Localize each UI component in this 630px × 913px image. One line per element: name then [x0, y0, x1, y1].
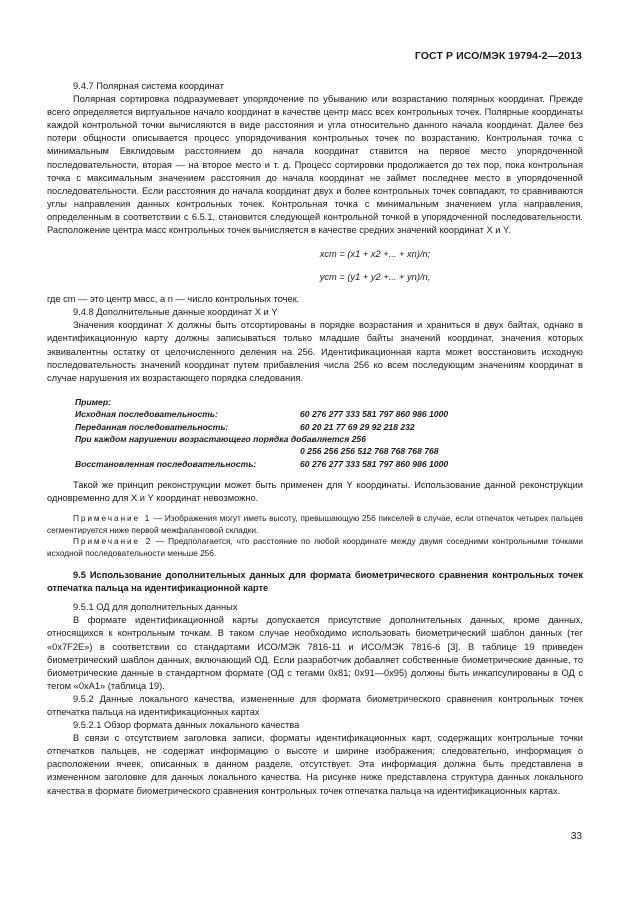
document-header: ГОСТ Р ИСО/МЭК 19794-2—2013	[414, 50, 582, 62]
note-2	[47, 536, 583, 559]
notes-block	[47, 513, 583, 559]
note-text: — Изображения могут иметь высоту, превышающую 256 пикселей в случае, если отпечаток четырех пальцев сегментируется ниже первой межфаланговой складки.	[47, 513, 584, 535]
example-title: Пример:	[75, 396, 111, 407]
example-row	[75, 458, 583, 470]
paragraph-9-5-2: 9.5.2 Данные локального качества, измененные для формата биометрического сравнения контрольных точек отпечатка пальца на идентификационных картах	[47, 693, 583, 717]
example-row-label: При каждом нарушении возрастающего порядка добавляется 256	[75, 434, 366, 444]
example-row-label: Переданная последовательность:	[75, 421, 229, 432]
example-block	[75, 396, 583, 470]
paragraph-xy-coords: Значения координат X должны быть отсортированы в порядке возрастания и храниться в двух байтах, однако в идентификационную карту должны записываться только младшие байты значений координат, значения которых эквивалентны остатку от целочисленного деления на 256. Идентификационная карта может восстановить исходную последовательность значений координат путем прибавления числа 256 ко всем последующим значениям координат в случае нарушения их возрастающего порядка следования.	[47, 320, 583, 383]
paragraph-where: где cm — это центр масс, а n — число контрольных точек.	[47, 294, 300, 305]
section-heading-9-5-1: 9.5.1 ОД для дополнительных данных	[73, 602, 238, 613]
document-body	[47, 80, 583, 798]
note-label: Примечание 1	[73, 513, 152, 524]
note-text: — Предполагается, что расстояние по любой координате между двумя соседними контрольными точками исходной последовательности меньше 256.	[47, 536, 583, 558]
example-row-label: Восстановленная последовательность:	[75, 458, 257, 469]
example-row	[75, 433, 583, 445]
example-row	[75, 408, 583, 420]
section-heading-9-5-2-1: 9.5.2.1 Обзор формата данных локального качества	[73, 720, 300, 731]
example-row	[75, 445, 583, 457]
example-row-value: 60 276 277 333 581 797 860 986 1000	[300, 409, 449, 420]
paragraph-local-quality: В связи с отсутствием заголовка записи, форматы идентификационных карт, содержащих контрольные точки отпечатков пальцев, не содержат информацию о высоте и ширине изображения; следовательно, информация о расположении ячеек, описанных в данном разделе, отсутствует. Эта информация должна быть представлена в измененном заголовке для данных локального качества. На рисунке ниже представлена структура данных локального качества в формате биометрического сравнения контрольных точек отпечатка пальца на идентификационных картах.	[47, 733, 583, 796]
paragraph-y-reconstruction: Такой же принцип реконструкции может быть применен для Y координаты. Использование данной реконструкции одновременно для X и Y координат невозможно.	[47, 480, 583, 504]
example-row-value: 60 20 21 77 69 29 92 218 232	[300, 421, 415, 432]
example-row-label: Исходная последовательность:	[75, 409, 218, 420]
formula-x-center: xcm = (x1 + x2 +... + xn)/n;	[319, 249, 431, 260]
section-heading-9-4-8: 9.4.8 Дополнительные данные координат X и Y	[73, 307, 278, 318]
note-label: Примечание 2	[73, 536, 153, 547]
note-1	[47, 513, 583, 536]
paragraph-polar-sorting: Полярная сортировка подразумевает упорядочение по убыванию или возрастанию полярных координат. Прежде всего определяется виртуальное начало координат в качестве центр масс всех контрольных точек. Полярные координаты каждой контрольной точки вычисляются в виде расстояния и угла относительно данного начала координат. Далее без потери общности описывается процесс упорядочивания контрольных точек по возрастанию. Контрольная точка с минимальным Евклидовым расстоянием до начала координат ставится на первое место упорядоченной последовательности, вторая — на второе место и т. д. Процесс сортировки продолжается до тех пор, пока контрольная точка с максимальным значением расстояния до начала координат не займет последнее место в упорядоченной последовательности. Если расстояния до начала координат двух и более контрольных точек совпадают, то сравниваются углы направления данных контрольных точек. Контрольная точка с минимальным значением угла направления, определенным в соответствии с 6.5.1, становится следующей контрольной точкой в упорядоченной последовательности. Расположение центра масс контрольных точек вычисляется в качестве средних значений координат X и Y.	[47, 94, 583, 236]
section-heading-9-4-7: 9.4.7 Полярная система координат	[73, 81, 224, 91]
example-row-value: 0 256 256 256 512 768 768 768 768	[300, 446, 439, 457]
paragraph-additional-data: В формате идентификационной карты допускается присутствие дополнительных данных, кроме данных, относящихся к контрольным точкам. В таком случае необходимо использовать биометрический шаблон данных (тег «0x7F2E») в соответствии со стандартами ИСО/МЭК 7816-11 и ИСО/МЭК 7816-6 [3]. В таблице 19 приведен биометрический шаблон данных, включающий ОД. Если разработчик добавляет собственные биометрические данные, то биометрические данные в стандартном формате (ОД с тегами 0x81; 0x91—0x95) должны быть инкапсулированы в ОД с тегом «0xA1» (таблица 19).	[47, 615, 583, 691]
example-row-value: 60 276 277 333 581 797 860 986 1000	[300, 458, 449, 469]
example-row	[75, 421, 583, 433]
page-number: 33	[570, 831, 582, 842]
example-row-label	[75, 445, 300, 457]
section-heading-9-5: 9.5 Использование дополнительных данных для формата биометрического сравнения контрольных точек отпечатка пальца на идентификационной карте	[47, 570, 583, 594]
formula-y-center: ycm = (y1 + y2 +... + yn)/n,	[319, 272, 431, 283]
